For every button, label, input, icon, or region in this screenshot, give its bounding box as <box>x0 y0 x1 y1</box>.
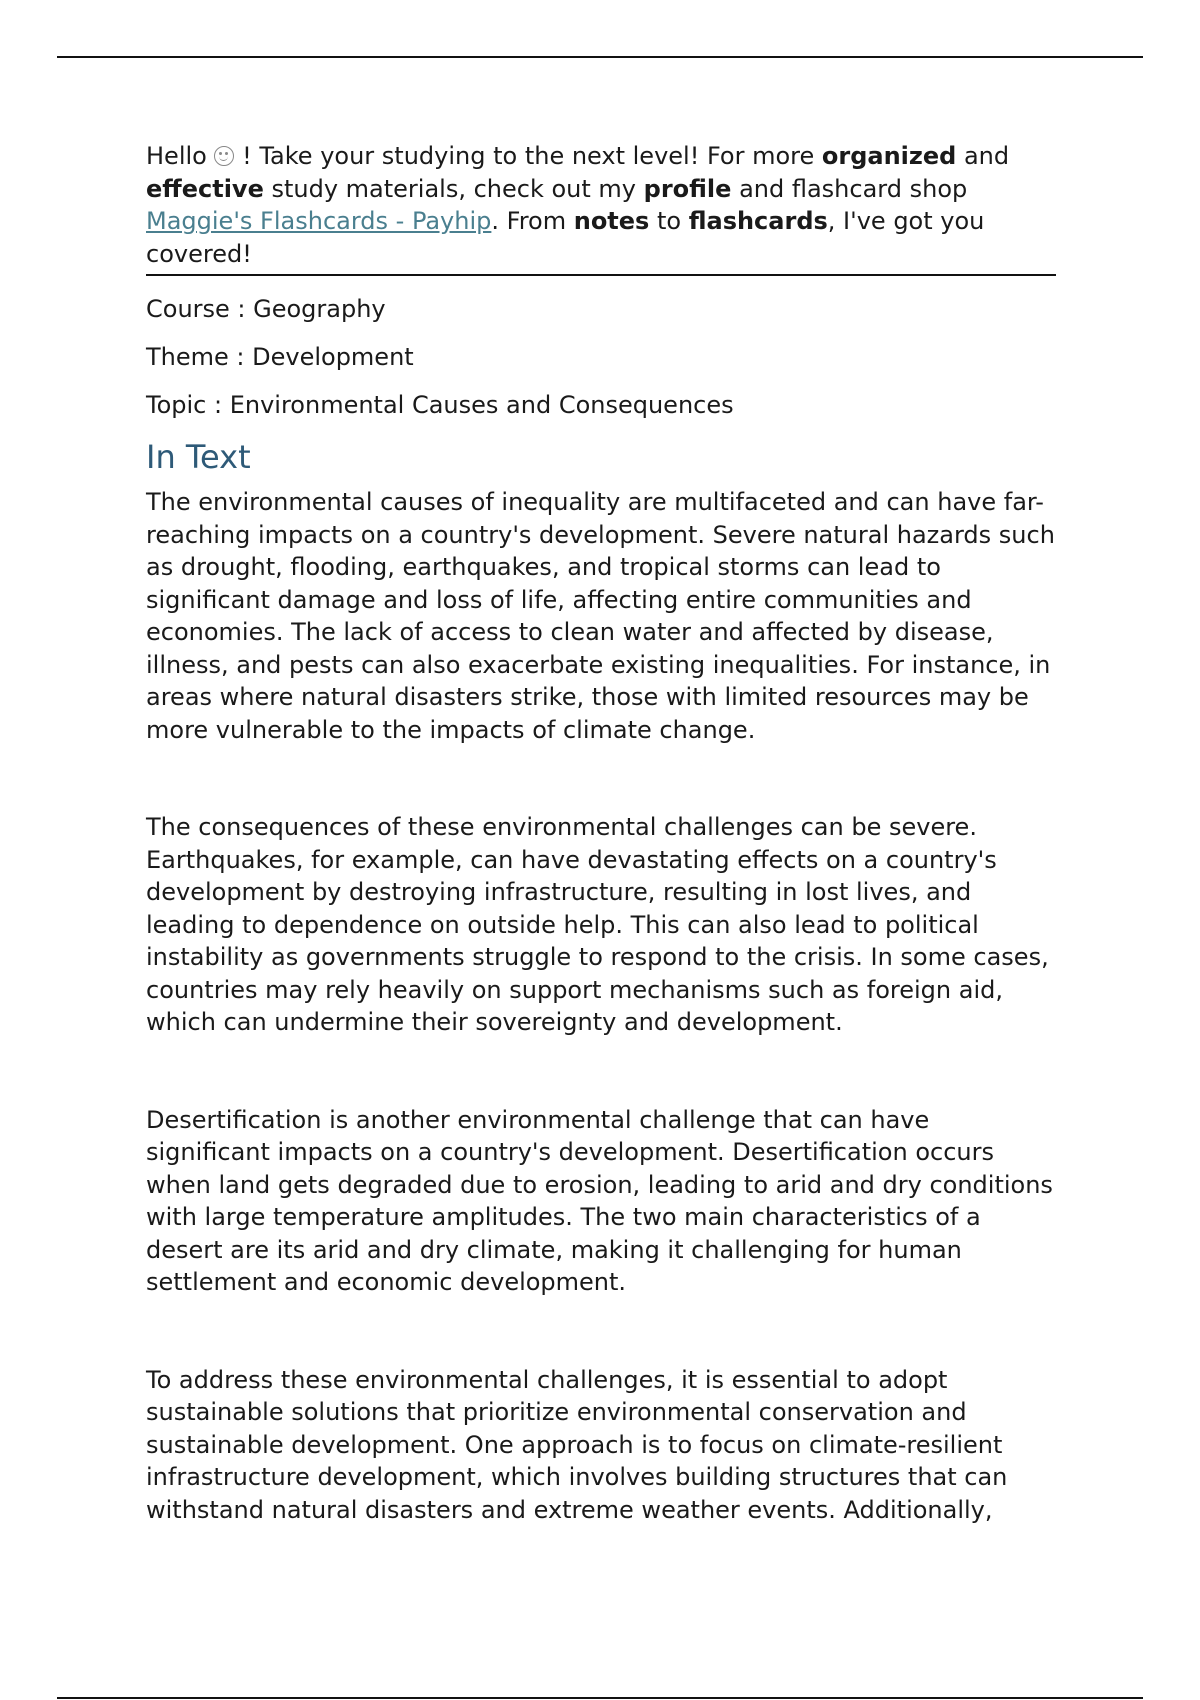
intro-bold-organized: organized <box>821 142 957 170</box>
intro-text: . From <box>491 207 574 235</box>
theme-label: Theme : Development <box>146 343 414 371</box>
section-heading: In Text <box>146 438 251 476</box>
smiley-icon <box>214 146 234 166</box>
intro-bold-notes: notes <box>573 207 650 235</box>
intro-text: study materials, check out my <box>263 174 644 203</box>
intro-paragraph <box>146 140 1056 276</box>
intro-bold-effective: effective <box>146 174 264 203</box>
body-paragraph-3: Desertification is another environmental challenge that can have significant impacts on a country's development. Desertification occurs when land gets degraded due to erosion, leading to arid and dry conditions with large temperature amplitudes. The two main characteristics of a desert are its arid and dry climate, making it challenging for human settlement and economic development. <box>146 1105 1053 1296</box>
intro-bold-profile: profile <box>643 174 732 203</box>
intro-text: and <box>956 142 1010 170</box>
intro-text: and flashcard shop <box>731 174 968 203</box>
body-paragraph-1: The environmental causes of inequality are multifaceted and can have far-reaching impacts on a country's development. Severe natural hazards such as drought, flooding, earthquakes, and tropical storms can lead to significant damage and loss of life, affecting entire communities and economies. The lack of access to clean water and affected by disease, illness, and pests can also exacerbate existing inequalities. For instance, in areas where natural disasters strike, those with limited resources may be more vulnerable to the impacts of climate change. <box>146 488 1055 744</box>
intro-text: to <box>649 207 689 235</box>
top-rule <box>57 56 1143 58</box>
intro-text: , I've got you covered! <box>146 207 985 268</box>
topic-label: Topic : Environmental Causes and Consequences <box>146 391 734 419</box>
document-body <box>146 140 1056 1591</box>
intro-bold-flashcards: flashcards <box>688 207 828 235</box>
intro-hello: Hello <box>146 142 207 170</box>
intro-text: ! Take your studying to the next level! For more <box>234 142 822 170</box>
course-label: Course : Geography <box>146 295 386 323</box>
bottom-rule <box>57 1697 1143 1699</box>
body-paragraph-4: To address these environmental challenges, it is essential to adopt sustainable solutions that prioritize environmental conservation and sustainable development. One approach is to focus on climate-resilient infrastructure development, which involves building structures that can withstand natural disasters and extreme weather events. Additionally, <box>146 1365 1008 1524</box>
body-paragraph-2: The consequences of these environmental challenges can be severe. Earthquakes, for example, can have devastating effects on a country's development by destroying infrastructure, resulting in lost lives, and leading to dependence on outside help. This can also lead to political instability as governments struggle to respond to the crisis. In some cases, countries may rely heavily on support mechanisms such as foreign aid, which can undermine their sovereignty and development. <box>146 813 1049 1036</box>
payhip-shop-link[interactable]: Maggie's Flashcards - Payhip <box>146 207 492 235</box>
